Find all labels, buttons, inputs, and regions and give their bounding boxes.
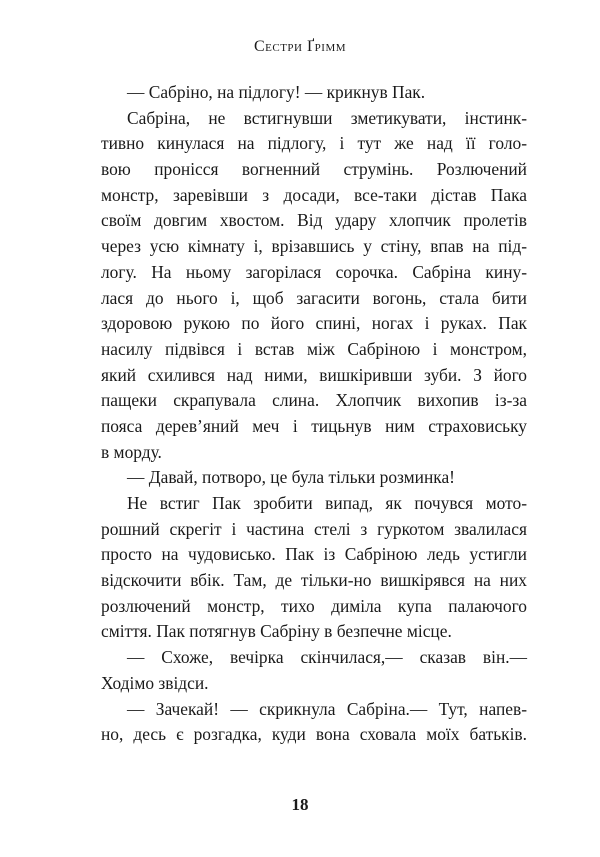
text-line: монстр, заревівши з досади, все-таки дістав Пака xyxy=(101,184,527,205)
text-line: Сабріна, не встигнувши зметикувати, інстинк- xyxy=(127,107,527,128)
text-line: розлючений монстр, тихо диміла купа палаючого xyxy=(101,595,527,616)
text-line: но, десь є розгадка, куди вона сховала моїх батьків. xyxy=(101,724,527,745)
body-text xyxy=(101,80,527,748)
text-line: логу. На ньому загорілася сорочка. Сабріна кину- xyxy=(101,261,527,282)
text-line: сміття. Пак потягнув Сабріну в безпечне місце. xyxy=(101,621,452,642)
text-line: який схилився над ними, вишкіривши зуби. З його xyxy=(101,364,527,385)
text-line: просто на чудовисько. Пак із Сабріною ледь устигли xyxy=(101,544,527,565)
page-number: 18 xyxy=(291,795,309,814)
text-line: в морду. xyxy=(101,441,162,462)
text-line: Не встиг Пак зробити випад, як почувся мото- xyxy=(127,493,527,513)
text-line: насилу підвівся і встав між Сабріною і монстром, xyxy=(101,338,527,359)
running-header: Сестри Ґрімм xyxy=(253,38,347,55)
text-line: лася до нього і, щоб загасити вогонь, стала бити xyxy=(101,287,527,308)
text-line: через усю кімнату і, врізавшись у стіну, впав на під- xyxy=(101,236,527,257)
text-line: пояса дерев’яний меч і тицьнув ним страховиську xyxy=(101,415,527,436)
text-line: своїм довгим хвостом. Від удару хлопчик пролетів xyxy=(101,210,527,231)
text-line: вою пронісся вогненний струмінь. Розлючений xyxy=(101,159,527,180)
text-line: відскочити вбік. Там, де тільки-но вишкірявся на них xyxy=(101,570,527,591)
text-line: — Схоже, вечірка скінчилася,— сказав він.— xyxy=(127,647,527,668)
text-line: — Сабріно, на підлогу! — крикнув Пак. xyxy=(127,82,426,102)
text-line: рошний скрегіт і частина стелі з гуркотом звалилася xyxy=(101,518,527,539)
text-line: пащеки скрапувала слина. Хлопчик вихопив із-за xyxy=(101,390,527,411)
text-line: тивно кинулася на підлогу, і тут же над її голо- xyxy=(101,133,527,154)
text-line: — Давай, потворо, це була тільки розминка! xyxy=(127,467,455,488)
text-line: здоровою рукою по його спині, ногах і руках. Пак xyxy=(101,313,527,334)
text-line: — Зачекай! — скрикнула Сабріна.— Тут, напев- xyxy=(127,698,527,719)
text-line: Ходімо звідси. xyxy=(101,672,209,693)
